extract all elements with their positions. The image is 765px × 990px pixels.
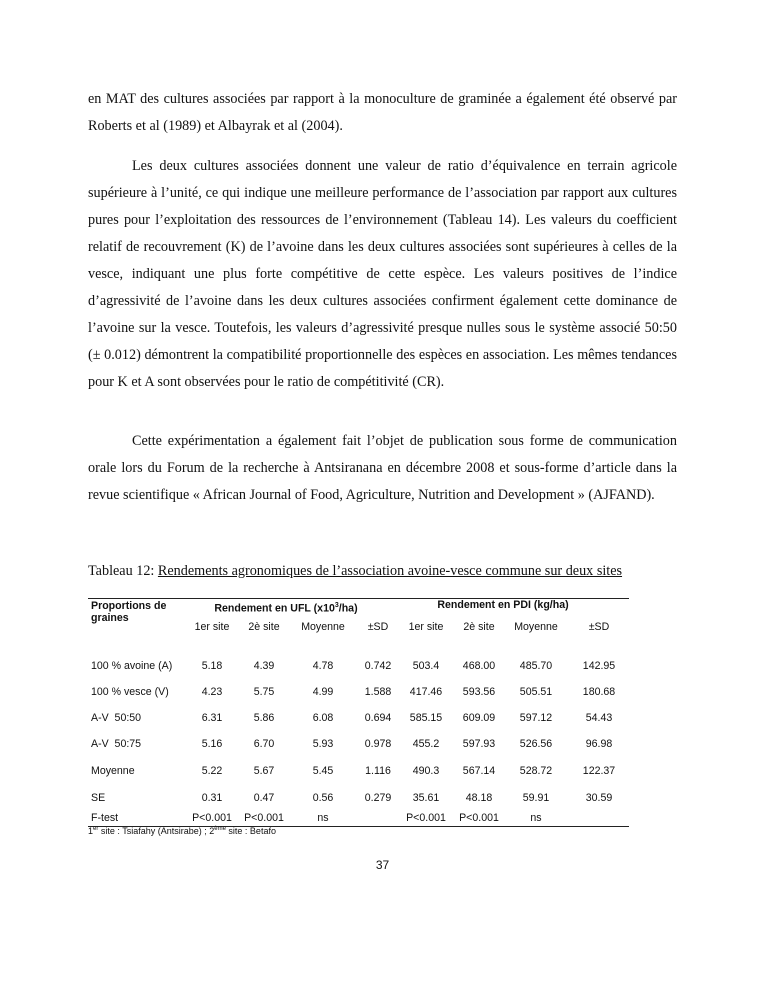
row-label: SE — [91, 792, 106, 804]
table-cell: 503.4 — [412, 660, 440, 672]
paragraph-2: Les deux cultures associées donnent une valeur de ratio d’équivalence en terrain agricole supérieure à l’unité, ce qui indique une meilleure performance de l’association par rapport aux cultures pures pour l’exploitation des ressources de l’environnement (Tableau 14). Les valeurs du coefficient relatif de recouvrement (K) de l’avoine dans les deux cultures associées sont supérieures à celles de la vesce, indiquant une plus forte compétitive de cette espèce. Les valeurs positives de l’indice d’agressivité de l’avoine dans les deux cultures associées confirment également cette dominance de l’avoine sur la vesce. Toutefois, les valeurs d’agressivité presque nulles sous le système associé 50:50 (± 0.012) démontrent la compatibilité proportionnelle des espèces en association. Les mêmes tendances pour K et A sont observées pour le ratio de compétitivité (CR). — [88, 158, 677, 390]
row-label: F-test — [91, 812, 119, 824]
table-cell: ns — [317, 812, 329, 824]
row-label: A-V 50:50 — [91, 712, 142, 724]
table-cell: 6.08 — [312, 712, 334, 724]
group-header-ufl-text: Rendement en UFL (x10 — [214, 602, 335, 615]
row-label: 100 % avoine (A) — [91, 660, 173, 672]
table-cell: 485.70 — [519, 660, 553, 672]
footnote-part2: site : Tsiafahy (Antsirabe) ; 2 — [98, 826, 215, 836]
table-cell: P<0.001 — [244, 812, 284, 824]
subheader: 1er site — [194, 621, 230, 633]
table-cell: 0.742 — [364, 660, 392, 672]
table-cell: 609.09 — [462, 712, 496, 724]
yield-table — [88, 598, 629, 827]
subheader: ±SD — [367, 621, 389, 633]
footnote-part1: 1 — [88, 826, 94, 836]
table-cell: 455.2 — [412, 738, 440, 750]
table-caption — [88, 561, 688, 581]
footnote-sup1: er — [93, 826, 99, 832]
table-cell: 5.16 — [201, 738, 223, 750]
table-cell: P<0.001 — [406, 812, 446, 824]
paragraph-3: Cette expérimentation a également fait l’objet de publication sous forme de communication orale lors du Forum de la recherche à Antsiranana en décembre 2008 et sous-forme d’article dans la revue scientifique « African Journal of Food, Agriculture, Nutrition and Development » (AJFAND). — [88, 433, 677, 503]
table-cell: 48.18 — [465, 792, 493, 804]
table-cell: 526.56 — [519, 738, 553, 750]
subheader: Moyenne — [301, 621, 345, 633]
group-header-ufl-unit: /ha) — [338, 602, 358, 615]
subheader: 1er site — [408, 621, 444, 633]
table-cell: 35.61 — [412, 792, 440, 804]
table-cell: 5.45 — [312, 765, 334, 777]
subheader: ±SD — [588, 621, 610, 633]
table-cell: 0.31 — [201, 792, 223, 804]
row-label: A-V 50:75 — [91, 738, 142, 750]
table-cell: 597.93 — [462, 738, 496, 750]
table-cell: 96.98 — [585, 738, 613, 750]
table-cell: 122.37 — [582, 765, 616, 777]
table-cell: 567.14 — [462, 765, 496, 777]
table-cell: 585.15 — [409, 712, 443, 724]
table-cell: 0.47 — [253, 792, 275, 804]
table-cell: 593.56 — [462, 686, 496, 698]
table-caption-title: Rendements agronomiques de l’association avoine-vesce commune sur deux sites — [157, 563, 623, 579]
table-footnote — [88, 826, 276, 836]
table-cell: 180.68 — [582, 686, 616, 698]
table-cell: 30.59 — [585, 792, 613, 804]
table-cell: 528.72 — [519, 765, 553, 777]
table-cell: 5.86 — [253, 712, 275, 724]
table-cell: 0.56 — [312, 792, 334, 804]
table-cell: 1.116 — [365, 765, 391, 777]
subheader: 2è site — [248, 621, 280, 633]
table-cell: 4.23 — [201, 686, 223, 698]
table-cell: 5.67 — [253, 765, 275, 777]
row-label: Moyenne — [91, 765, 135, 777]
table-cell: 4.99 — [312, 686, 334, 698]
group-header-ufl-exponent: 3 — [334, 602, 339, 609]
table-cell: 1.588 — [364, 686, 392, 698]
paragraph-1: en MAT des cultures associées par rapport à la monoculture de graminée a également été observé par Roberts et al (1989) et Albayrak et al (2004). — [88, 91, 677, 134]
page-number: 37 — [375, 858, 390, 872]
table-cell: 54.43 — [585, 712, 613, 724]
table-cell: 417.46 — [409, 686, 443, 698]
table-cell: 468.00 — [462, 660, 496, 672]
table-cell: 0.279 — [364, 792, 392, 804]
table-cell: 4.78 — [312, 660, 334, 672]
table-caption-prefix: Tableau 12: — [88, 563, 158, 579]
table-cell: 5.75 — [253, 686, 275, 698]
footnote-sup2: ème — [214, 826, 226, 832]
table-cell: 0.694 — [364, 712, 392, 724]
table-cell: 505.51 — [519, 686, 553, 698]
table-cell: P<0.001 — [459, 812, 499, 824]
footnote-part3: site : Betafo — [225, 826, 276, 836]
row-label: 100 % vesce (V) — [91, 686, 169, 698]
table-cell: P<0.001 — [192, 812, 232, 824]
table-cell: 6.31 — [201, 712, 223, 724]
table-cell: 490.3 — [412, 765, 440, 777]
subheader: 2è site — [463, 621, 495, 633]
table-cell: 6.70 — [253, 738, 275, 750]
table-cell: 5.22 — [201, 765, 223, 777]
table-cell: 5.18 — [201, 660, 223, 672]
table-cell: 142.95 — [582, 660, 616, 672]
table-cell: 5.93 — [312, 738, 334, 750]
table-cell: ns — [530, 812, 542, 824]
table-cell: 59.91 — [522, 792, 550, 804]
subheader: Moyenne — [514, 621, 558, 633]
table-cell: 4.39 — [253, 660, 275, 672]
group-header-pdi: Rendement en PDI (kg/ha) — [437, 599, 569, 611]
table-cell: 0.978 — [364, 738, 392, 750]
group-header-ufl — [188, 599, 384, 616]
table-cell: 597.12 — [519, 712, 553, 724]
row-header-label: Proportions de graines — [91, 600, 167, 624]
